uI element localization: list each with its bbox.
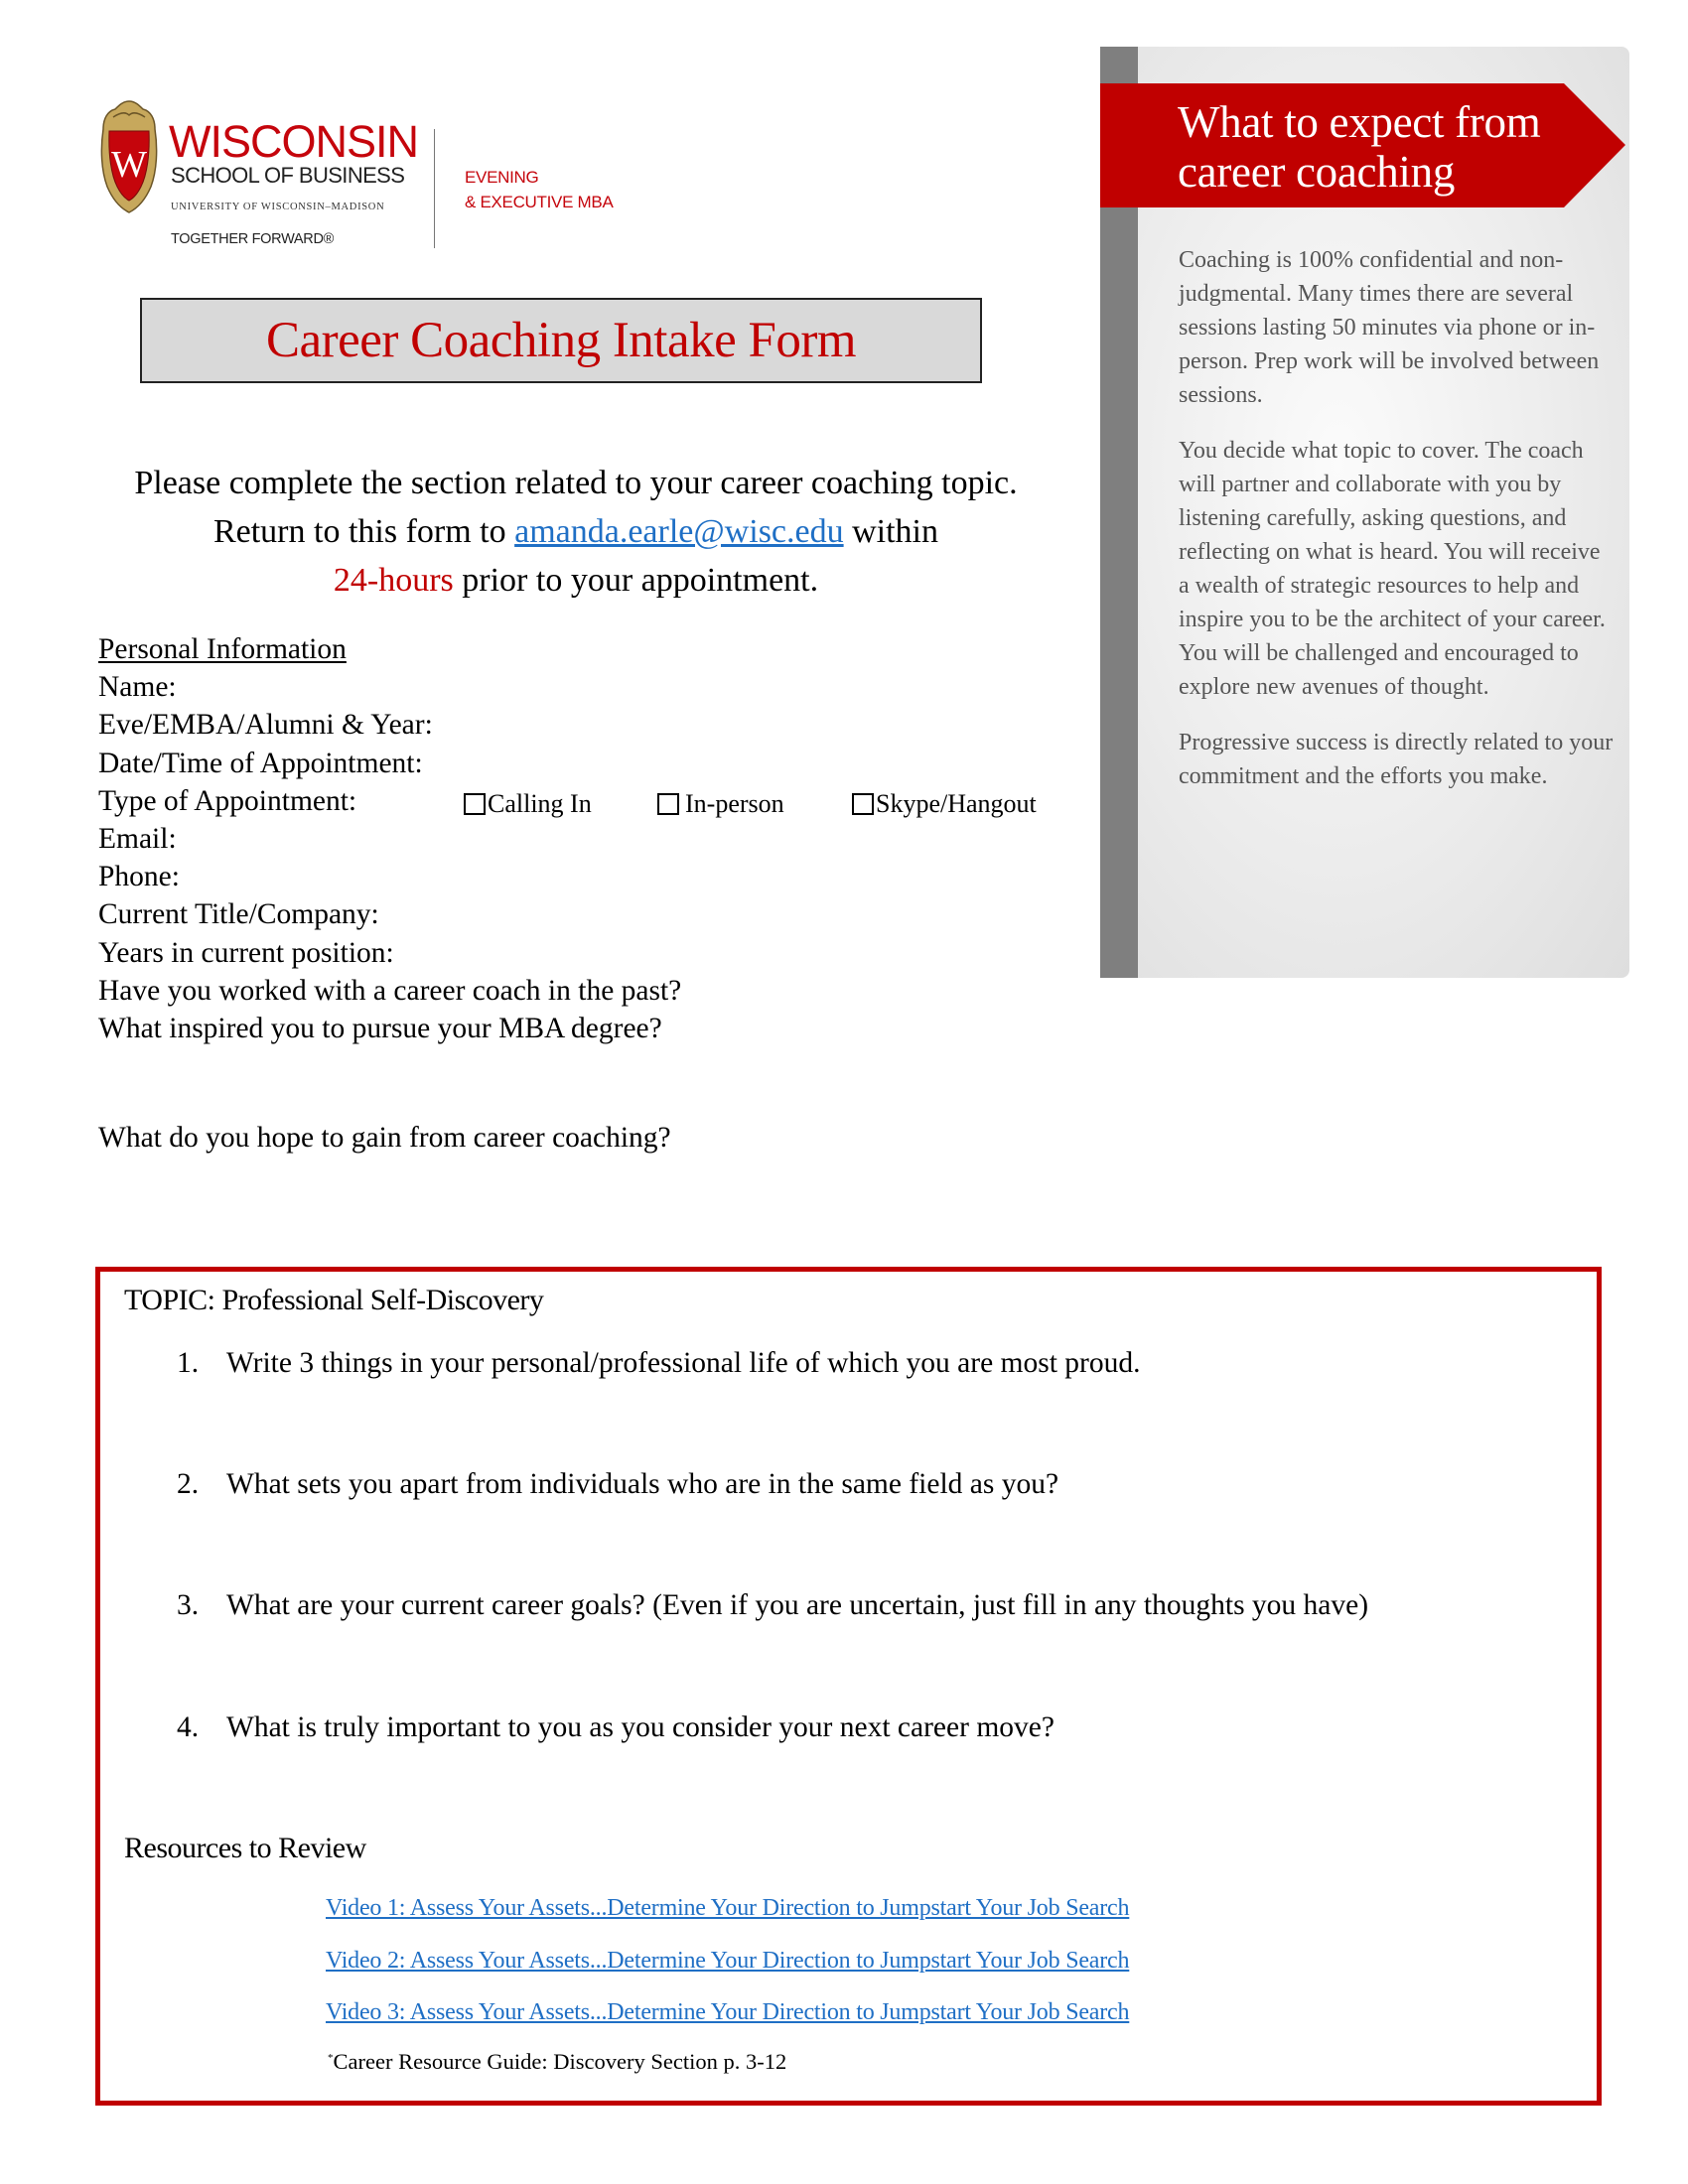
logo-program-line1: EVENING: [465, 168, 539, 187]
question-item[interactable]: [177, 1468, 1058, 1501]
field-name[interactable]: Name:: [98, 671, 177, 704]
resource-guide-note: [328, 2049, 786, 2075]
question-item[interactable]: [177, 1589, 1368, 1622]
question-item[interactable]: [177, 1347, 1141, 1380]
question-number: 2.: [177, 1468, 200, 1500]
checkbox-in-person[interactable]: [657, 789, 784, 819]
question-number: 3.: [177, 1589, 200, 1621]
resources-heading: Resources to Review: [124, 1832, 366, 1864]
contact-email-link[interactable]: amanda.earle@wisc.edu: [514, 513, 844, 550]
question-text: What sets you apart from individuals who are in the same field as you?: [226, 1468, 1059, 1500]
sidebar-title: [1178, 97, 1540, 197]
topic-section: [95, 1267, 1602, 2106]
topic-heading: TOPIC: Professional Self-Discovery: [124, 1284, 544, 1316]
checkbox-label: In-person: [685, 789, 784, 818]
question-text: What are your current career goals? (Even if you are uncertain, just fill in any thoughts you have): [226, 1589, 1369, 1621]
field-appointment-datetime[interactable]: Date/Time of Appointment:: [98, 747, 423, 779]
logo-divider: [434, 129, 435, 248]
intro-text-3: prior to your appointment.: [453, 562, 819, 599]
checkbox-icon[interactable]: [464, 793, 486, 815]
deadline-highlight: 24-hours: [333, 562, 454, 599]
question-text: What is truly important to you as you consider your next career move?: [226, 1711, 1055, 1743]
personal-info-section: [98, 630, 681, 1047]
logo-program-line2: & EXECUTIVE MBA: [465, 193, 614, 211]
field-appointment-type: Type of Appointment:: [98, 784, 357, 817]
sidebar-paragraph: Progressive success is directly related to your commitment and the efforts you make.: [1179, 730, 1614, 789]
page-title: Career Coaching Intake Form: [265, 313, 857, 368]
field-past-coach[interactable]: Have you worked with a career coach in the past?: [98, 974, 682, 1007]
form-title-box: [140, 298, 982, 383]
checkbox-icon[interactable]: [657, 793, 679, 815]
sidebar-paragraph: You decide what topic to cover. The coach will partner and collaborate with you by listening carefully, asking questions, and reflecting on what is heard. You will receive a wealth of strategic resources to help and inspire you to be the architect of your career. You will be challenged and encouraged to explore new avenues of thought.: [1179, 438, 1606, 700]
logo-program: [465, 165, 613, 214]
field-email[interactable]: Email:: [98, 822, 177, 855]
resource-link-video-2[interactable]: Video 2: Assess Your Assets...Determine Your Direction to Jumpstart Your Job Search: [326, 1948, 1130, 1974]
checkbox-icon[interactable]: [852, 793, 874, 815]
logo-university: UNIVERSITY OF WISCONSIN–MADISON: [171, 202, 385, 212]
sidebar-paragraph: Coaching is 100% confidential and non-judgmental. Many times there are several sessions lasting 50 minutes via phone or in-person. Prep work will be involved between sessions.: [1179, 247, 1600, 408]
field-title-company[interactable]: Current Title/Company:: [98, 898, 379, 931]
resource-link-video-1[interactable]: Video 1: Assess Your Assets...Determine Your Direction to Jumpstart Your Job Search: [326, 1895, 1130, 1921]
sidebar-body: [1179, 243, 1616, 815]
question-number: 1.: [177, 1347, 200, 1379]
field-phone[interactable]: Phone:: [98, 861, 180, 893]
question-item[interactable]: [177, 1711, 1055, 1744]
svg-text:W: W: [111, 144, 147, 186]
field-years-position[interactable]: Years in current position:: [98, 936, 394, 969]
logo-school: SCHOOL OF BUSINESS: [171, 163, 405, 188]
school-logo: [95, 95, 641, 254]
checkbox-label: Calling In: [488, 789, 592, 818]
sidebar-title-line2: career coaching: [1178, 147, 1456, 197]
field-mba-inspiration[interactable]: What inspired you to pursue your MBA degree?: [98, 1012, 662, 1044]
question-text: Write 3 things in your personal/professional life of which you are most proud.: [226, 1347, 1141, 1379]
question-number: 4.: [177, 1711, 200, 1743]
checkbox-calling-in[interactable]: [464, 789, 592, 819]
sidebar-banner: [1100, 83, 1626, 207]
sidebar-title-line1: What to expect from: [1178, 97, 1541, 147]
intro-text-2: within: [843, 513, 939, 550]
resource-guide-text: Career Resource Guide: Discovery Section p. 3-12: [333, 2049, 787, 2074]
personal-info-heading: Personal Information: [98, 633, 347, 665]
checkbox-label: Skype/Hangout: [876, 789, 1037, 818]
logo-tagline: TOGETHER FORWARD®: [171, 231, 335, 247]
crest-icon: [99, 99, 159, 214]
intro-paragraph: [99, 459, 1053, 605]
field-coaching-goals[interactable]: What do you hope to gain from career coaching?: [98, 1122, 671, 1154]
footnote-marker: *: [328, 2052, 334, 2064]
logo-wordmark: WISCONSIN: [169, 116, 419, 167]
resource-link-video-3[interactable]: Video 3: Assess Your Assets...Determine Your Direction to Jumpstart Your Job Search: [326, 1999, 1130, 2025]
field-program-year[interactable]: Eve/EMBA/Alumni & Year:: [98, 709, 433, 742]
checkbox-skype-hangout[interactable]: [852, 789, 1037, 819]
intro-text-1: Please complete the section related to your career coaching topic. Return to this form to: [134, 465, 1018, 550]
expectations-sidebar: [1100, 47, 1629, 978]
